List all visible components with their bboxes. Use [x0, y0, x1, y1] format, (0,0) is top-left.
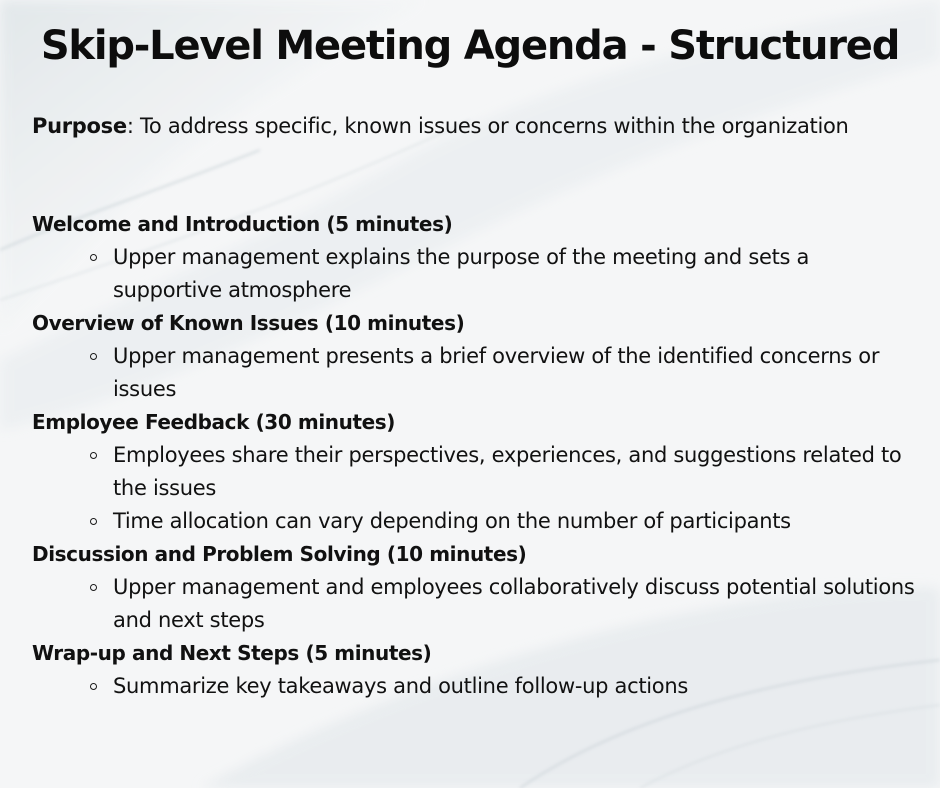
page-title: Skip-Level Meeting Agenda - Structured: [40, 23, 900, 69]
bullet-list: [32, 571, 922, 637]
list-item: [32, 340, 922, 406]
list-item: [32, 505, 922, 538]
agenda-section-discussion: [32, 538, 922, 637]
hollow-circle-bullet-icon: [90, 254, 97, 261]
agenda-section-wrap-up: [32, 637, 922, 703]
agenda-section-welcome: [32, 208, 922, 307]
list-item: [32, 241, 922, 307]
purpose-label: Purpose: [32, 114, 127, 138]
list-item: [32, 439, 922, 505]
hollow-circle-bullet-icon: [90, 518, 97, 525]
hollow-circle-bullet-icon: [90, 452, 97, 459]
bullet-text: Employees share their perspectives, experiences, and suggestions related to the issues: [113, 443, 902, 500]
bullet-text: Summarize key takeaways and outline follow-up actions: [113, 674, 688, 698]
section-heading: Welcome and Introduction (5 minutes): [32, 212, 453, 236]
bullet-text: Time allocation can vary depending on the number of participants: [113, 509, 791, 533]
list-item: [32, 571, 922, 637]
bullet-text: Upper management presents a brief overview of the identified concerns or issues: [113, 344, 880, 401]
bullet-list: [32, 241, 922, 307]
section-heading: Overview of Known Issues (10 minutes): [32, 311, 465, 335]
section-heading: Wrap-up and Next Steps (5 minutes): [32, 641, 432, 665]
purpose-text: : To address specific, known issues or concerns within the organization: [126, 114, 849, 138]
purpose-statement: [32, 110, 892, 143]
section-heading: Employee Feedback (30 minutes): [32, 410, 396, 434]
bullet-list: [32, 340, 922, 406]
section-heading: Discussion and Problem Solving (10 minutes): [32, 542, 527, 566]
hollow-circle-bullet-icon: [90, 683, 97, 690]
agenda-list: [32, 208, 922, 703]
hollow-circle-bullet-icon: [90, 584, 97, 591]
bullet-text: Upper management explains the purpose of the meeting and sets a supportive atmosphere: [113, 245, 810, 302]
agenda-section-known-issues: [32, 307, 922, 406]
agenda-section-employee-feedback: [32, 406, 922, 538]
bullet-text: Upper management and employees collaboratively discuss potential solutions and next steps: [113, 575, 915, 632]
hollow-circle-bullet-icon: [90, 353, 97, 360]
list-item: [32, 670, 922, 703]
bullet-list: [32, 439, 922, 538]
bullet-list: [32, 670, 922, 703]
